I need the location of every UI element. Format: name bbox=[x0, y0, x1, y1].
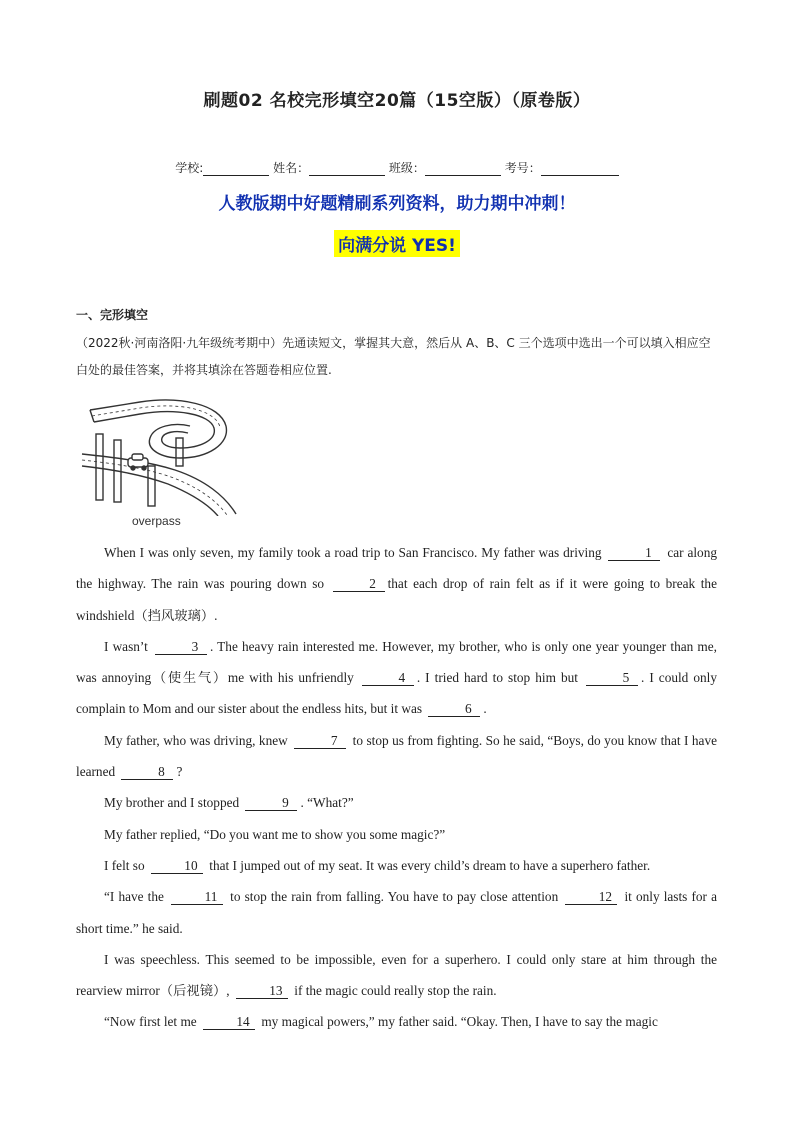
blank-13: 13 bbox=[236, 983, 288, 999]
passage-text: My father replied, “Do you want me to show you some magic?” bbox=[104, 826, 446, 842]
blank-2: 2 bbox=[333, 576, 385, 592]
passage-text: car along the highway. The rain was pouring down so bbox=[76, 545, 718, 592]
blank-6: 6 bbox=[428, 701, 480, 717]
passage-text: “Now first let me bbox=[104, 1014, 201, 1030]
blank-8: 8 bbox=[121, 764, 173, 780]
slogan bbox=[0, 230, 794, 257]
school-blank bbox=[203, 163, 269, 176]
name-label: 姓名： bbox=[273, 161, 310, 175]
slogan-cn: 向满分说 bbox=[338, 236, 407, 256]
name-blank bbox=[309, 163, 385, 176]
passage-text: if the magic could really stop the rain. bbox=[290, 983, 497, 999]
cloze-passage bbox=[76, 537, 717, 1038]
passage-text: I felt so bbox=[104, 857, 148, 873]
passage-text: ? bbox=[176, 764, 183, 780]
blank-10: 10 bbox=[151, 858, 203, 874]
passage-text: “I have the bbox=[104, 889, 169, 905]
section-instructions: （2022秋·河南洛阳·九年级统考期中）先通读短文，掌握其大意，然后从 A、B、C 三个选项中选出一个可以填入相应空白处的最佳答案，并将其填涂在答题卷相应位置. bbox=[76, 336, 711, 377]
passage-text: that I jumped out of my seat. It was every child’s dream to have a superhero father. bbox=[205, 857, 651, 873]
passage-paragraph bbox=[76, 819, 717, 850]
section-heading: 一、完形填空 bbox=[76, 308, 149, 322]
class-label: 班级： bbox=[388, 161, 425, 175]
figure-caption: overpass bbox=[132, 514, 181, 528]
overpass-drawing bbox=[80, 396, 240, 516]
class-blank bbox=[425, 163, 501, 176]
passage-text: I wasn’t bbox=[104, 638, 152, 654]
passage-paragraph bbox=[76, 1006, 717, 1037]
passage-text: to stop us from fighting. So he said, “Boys, do you know that I have learned bbox=[76, 732, 718, 780]
passage-paragraph bbox=[76, 725, 717, 788]
promo-banner: 人教版期中好题精刷系列资料，助力期中冲刺！ bbox=[218, 194, 576, 214]
passage-paragraph bbox=[76, 850, 717, 881]
passage-text: that each drop of rain felt as if it were going to break the windshield（挡风玻璃）. bbox=[76, 576, 717, 623]
passage-text: I was speechless. This seemed to be impossible, even for a superhero. I could only stare at him through the rearview mirror（后视镜）, bbox=[76, 951, 717, 999]
passage-text: . bbox=[483, 701, 487, 717]
blank-1: 1 bbox=[608, 545, 660, 561]
passage-paragraph bbox=[76, 881, 717, 944]
blank-9: 9 bbox=[245, 795, 297, 811]
blank-3: 3 bbox=[155, 639, 207, 655]
passage-paragraph bbox=[76, 787, 717, 818]
overpass-illustration bbox=[80, 396, 240, 528]
blank-11: 11 bbox=[171, 889, 223, 905]
passage-paragraph bbox=[76, 537, 717, 631]
passage-text: . I tried hard to stop him but bbox=[416, 670, 583, 686]
blank-5: 5 bbox=[586, 670, 638, 686]
page-title: 刷题02 名校完形填空20篇（15空版）（原卷版） bbox=[203, 91, 591, 111]
exam-number-label: 考号： bbox=[504, 161, 541, 175]
passage-paragraph bbox=[76, 631, 717, 725]
student-info-line bbox=[0, 159, 794, 176]
exam-number-blank bbox=[541, 163, 619, 176]
blank-4: 4 bbox=[362, 670, 414, 686]
passage-text: . “What?” bbox=[300, 795, 354, 811]
blank-14: 14 bbox=[203, 1014, 255, 1030]
school-label: 学校: bbox=[175, 161, 204, 175]
passage-text: to stop the rain from falling. You have to pay close attention bbox=[226, 889, 563, 905]
passage-text: . I could only complain to Mom and our sister about the endless hits, but it was bbox=[76, 670, 718, 717]
passage-text: it only lasts for a short time.” he said. bbox=[76, 889, 717, 936]
passage-text: . The heavy rain interested me. However, my brother, who is only one year younger than me, was annoying（使生气）me with his unfriendly bbox=[76, 638, 717, 686]
passage-text: my magical powers,” my father said. “Okay. Then, I have to say the magic bbox=[258, 1014, 658, 1030]
passage-paragraph bbox=[76, 944, 717, 1007]
slogan-highlight bbox=[334, 230, 460, 257]
blank-12: 12 bbox=[565, 889, 617, 905]
slogan-en: YES! bbox=[412, 236, 456, 256]
passage-text: When I was only seven, my family took a road trip to San Francisco. My father was driving bbox=[104, 545, 606, 560]
blank-7: 7 bbox=[294, 733, 346, 749]
passage-text: My father, who was driving, knew bbox=[104, 732, 292, 748]
passage-text: My brother and I stopped bbox=[104, 795, 243, 811]
